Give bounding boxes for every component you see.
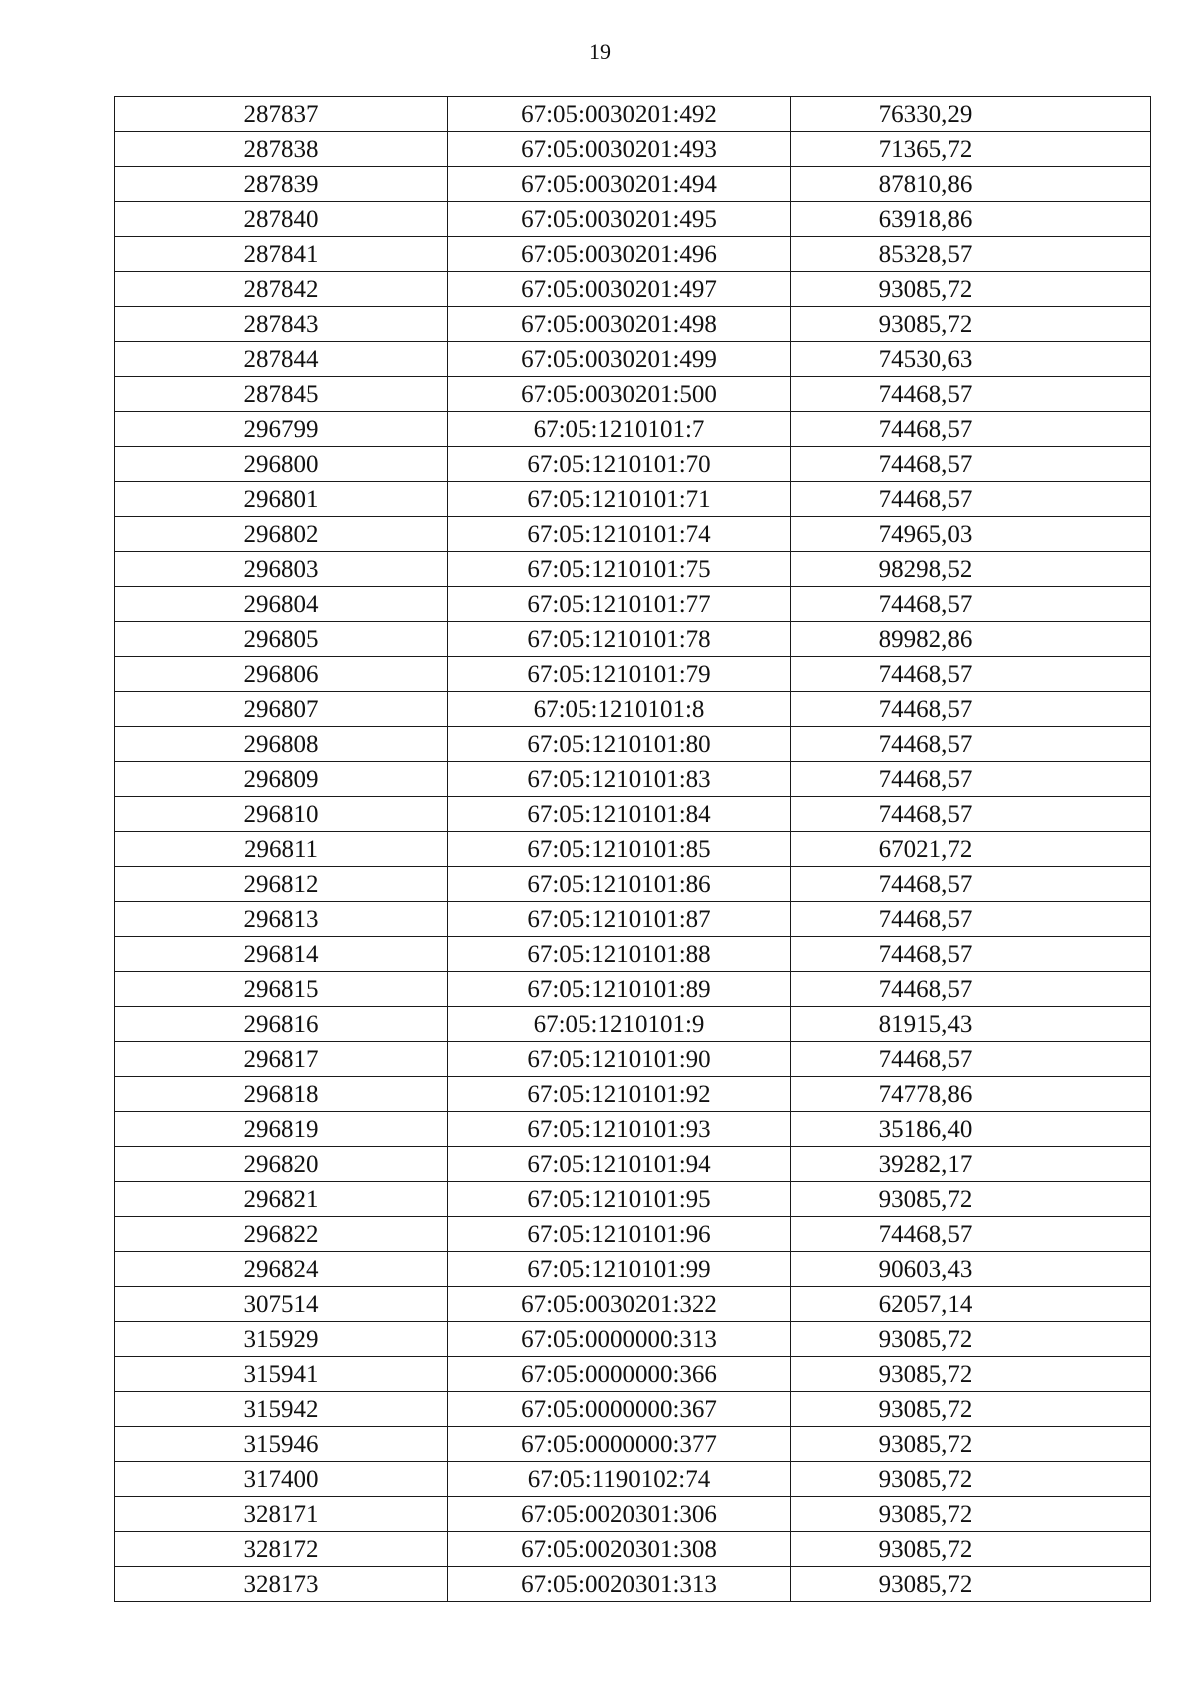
cadastral-number-cell: 67:05:1210101:77 [448, 587, 791, 622]
table-row [115, 412, 1151, 447]
record-number-cell: 296824 [115, 1252, 448, 1287]
value-cell: 98298,52 [791, 552, 1151, 587]
record-number-cell: 315942 [115, 1392, 448, 1427]
table-row [115, 1112, 1151, 1147]
table-row [115, 657, 1151, 692]
value-cell: 67021,72 [791, 832, 1151, 867]
table-row [115, 1357, 1151, 1392]
table-row [115, 552, 1151, 587]
cadastral-number-cell: 67:05:0030201:493 [448, 132, 791, 167]
record-number-cell: 287843 [115, 307, 448, 342]
value-cell: 74468,57 [791, 937, 1151, 972]
table-row [115, 1077, 1151, 1112]
table-row [115, 1007, 1151, 1042]
value-cell: 71365,72 [791, 132, 1151, 167]
value-cell: 74468,57 [791, 587, 1151, 622]
record-number-cell: 328171 [115, 1497, 448, 1532]
value-cell: 93085,72 [791, 1532, 1151, 1567]
value-cell: 74778,86 [791, 1077, 1151, 1112]
table-row [115, 1427, 1151, 1462]
record-number-cell: 296802 [115, 517, 448, 552]
value-cell: 76330,29 [791, 97, 1151, 132]
table-row [115, 342, 1151, 377]
cadastral-number-cell: 67:05:0030201:496 [448, 237, 791, 272]
table-row [115, 587, 1151, 622]
cadastral-number-cell: 67:05:0000000:366 [448, 1357, 791, 1392]
value-cell: 93085,72 [791, 1427, 1151, 1462]
record-number-cell: 296819 [115, 1112, 448, 1147]
record-number-cell: 296814 [115, 937, 448, 972]
cadastral-number-cell: 67:05:1210101:75 [448, 552, 791, 587]
cadastral-number-cell: 67:05:1210101:86 [448, 867, 791, 902]
cadastral-number-cell: 67:05:1210101:70 [448, 447, 791, 482]
cadastral-number-cell: 67:05:1210101:79 [448, 657, 791, 692]
value-cell: 90603,43 [791, 1252, 1151, 1287]
table-row [115, 482, 1151, 517]
cadastral-number-cell: 67:05:0020301:306 [448, 1497, 791, 1532]
cadastral-number-cell: 67:05:0020301:313 [448, 1567, 791, 1602]
record-number-cell: 296799 [115, 412, 448, 447]
table-row [115, 1217, 1151, 1252]
record-number-cell: 296810 [115, 797, 448, 832]
table-row [115, 1392, 1151, 1427]
value-cell: 89982,86 [791, 622, 1151, 657]
table-row [115, 167, 1151, 202]
table-row [115, 1182, 1151, 1217]
table-row [115, 377, 1151, 412]
value-cell: 93085,72 [791, 1462, 1151, 1497]
record-number-cell: 328173 [115, 1567, 448, 1602]
record-number-cell: 287837 [115, 97, 448, 132]
record-number-cell: 296812 [115, 867, 448, 902]
value-cell: 74468,57 [791, 902, 1151, 937]
cadastral-number-cell: 67:05:0000000:377 [448, 1427, 791, 1462]
page-number: 19 [589, 39, 611, 64]
cadastral-number-cell: 67:05:1210101:71 [448, 482, 791, 517]
record-number-cell: 315929 [115, 1322, 448, 1357]
value-cell: 63918,86 [791, 202, 1151, 237]
value-cell: 35186,40 [791, 1112, 1151, 1147]
cadastral-number-cell: 67:05:1210101:92 [448, 1077, 791, 1112]
record-number-cell: 296820 [115, 1147, 448, 1182]
value-cell: 74468,57 [791, 1217, 1151, 1252]
value-cell: 74468,57 [791, 692, 1151, 727]
record-number-cell: 296808 [115, 727, 448, 762]
value-cell: 74530,63 [791, 342, 1151, 377]
table-row [115, 97, 1151, 132]
record-number-cell: 287840 [115, 202, 448, 237]
table-row [115, 237, 1151, 272]
table-row [115, 1567, 1151, 1602]
cadastral-number-cell: 67:05:1210101:89 [448, 972, 791, 1007]
value-cell: 93085,72 [791, 272, 1151, 307]
record-number-cell: 307514 [115, 1287, 448, 1322]
value-cell: 74468,57 [791, 482, 1151, 517]
table-body [115, 97, 1151, 1602]
cadastral-number-cell: 67:05:0030201:497 [448, 272, 791, 307]
value-cell: 74468,57 [791, 412, 1151, 447]
cadastral-number-cell: 67:05:0020301:308 [448, 1532, 791, 1567]
value-cell: 85328,57 [791, 237, 1151, 272]
cadastral-number-cell: 67:05:1210101:93 [448, 1112, 791, 1147]
value-cell: 39282,17 [791, 1147, 1151, 1182]
table-row [115, 1287, 1151, 1322]
table-row [115, 622, 1151, 657]
cadastral-number-cell: 67:05:0030201:498 [448, 307, 791, 342]
table-row [115, 272, 1151, 307]
cadastral-number-cell: 67:05:0030201:495 [448, 202, 791, 237]
cadastral-number-cell: 67:05:1210101:96 [448, 1217, 791, 1252]
value-cell: 81915,43 [791, 1007, 1151, 1042]
cadastral-number-cell: 67:05:1210101:9 [448, 1007, 791, 1042]
cadastral-number-cell: 67:05:1210101:90 [448, 1042, 791, 1077]
record-number-cell: 296811 [115, 832, 448, 867]
table-row [115, 972, 1151, 1007]
record-number-cell: 287845 [115, 377, 448, 412]
cadastral-number-cell: 67:05:1210101:85 [448, 832, 791, 867]
record-number-cell: 315946 [115, 1427, 448, 1462]
record-number-cell: 287839 [115, 167, 448, 202]
record-number-cell: 296809 [115, 762, 448, 797]
value-cell: 74468,57 [791, 447, 1151, 482]
cadastral-number-cell: 67:05:1210101:87 [448, 902, 791, 937]
cadastral-number-cell: 67:05:1210101:80 [448, 727, 791, 762]
table-row [115, 307, 1151, 342]
cadastral-number-cell: 67:05:1210101:84 [448, 797, 791, 832]
cadastral-number-cell: 67:05:1210101:99 [448, 1252, 791, 1287]
value-cell: 93085,72 [791, 1322, 1151, 1357]
record-number-cell: 296805 [115, 622, 448, 657]
value-cell: 93085,72 [791, 307, 1151, 342]
cadastral-number-cell: 67:05:0030201:322 [448, 1287, 791, 1322]
value-cell: 74468,57 [791, 377, 1151, 412]
value-cell: 62057,14 [791, 1287, 1151, 1322]
value-cell: 93085,72 [791, 1357, 1151, 1392]
record-number-cell: 296803 [115, 552, 448, 587]
table-row [115, 1252, 1151, 1287]
table-row [115, 902, 1151, 937]
record-number-cell: 296807 [115, 692, 448, 727]
table-row [115, 132, 1151, 167]
record-number-cell: 296822 [115, 1217, 448, 1252]
cadastral-number-cell: 67:05:1210101:88 [448, 937, 791, 972]
cadastral-number-cell: 67:05:1210101:7 [448, 412, 791, 447]
value-cell: 93085,72 [791, 1392, 1151, 1427]
cadastral-number-cell: 67:05:1210101:78 [448, 622, 791, 657]
value-cell: 74468,57 [791, 797, 1151, 832]
table-row [115, 447, 1151, 482]
record-number-cell: 296816 [115, 1007, 448, 1042]
cadastral-number-cell: 67:05:0000000:313 [448, 1322, 791, 1357]
table-row [115, 1147, 1151, 1182]
cadastral-number-cell: 67:05:0030201:500 [448, 377, 791, 412]
table-row [115, 1462, 1151, 1497]
table-row [115, 937, 1151, 972]
cadastral-number-cell: 67:05:1210101:8 [448, 692, 791, 727]
record-number-cell: 296806 [115, 657, 448, 692]
record-number-cell: 296800 [115, 447, 448, 482]
record-number-cell: 296821 [115, 1182, 448, 1217]
cadastral-number-cell: 67:05:0030201:499 [448, 342, 791, 377]
record-number-cell: 315941 [115, 1357, 448, 1392]
cadastral-number-cell: 67:05:0030201:492 [448, 97, 791, 132]
table-row [115, 202, 1151, 237]
table-row [115, 762, 1151, 797]
table-row [115, 1042, 1151, 1077]
table-row [115, 832, 1151, 867]
record-number-cell: 296801 [115, 482, 448, 517]
record-number-cell: 296815 [115, 972, 448, 1007]
cadastral-number-cell: 67:05:1210101:94 [448, 1147, 791, 1182]
record-number-cell: 296817 [115, 1042, 448, 1077]
data-table [114, 96, 1151, 1602]
table-row [115, 1322, 1151, 1357]
cadastral-number-cell: 67:05:1210101:83 [448, 762, 791, 797]
table-row [115, 1497, 1151, 1532]
cadastral-number-cell: 67:05:0000000:367 [448, 1392, 791, 1427]
value-cell: 87810,86 [791, 167, 1151, 202]
table-row [115, 797, 1151, 832]
record-number-cell: 287838 [115, 132, 448, 167]
table-row [115, 692, 1151, 727]
value-cell: 93085,72 [791, 1497, 1151, 1532]
value-cell: 74965,03 [791, 517, 1151, 552]
record-number-cell: 287844 [115, 342, 448, 377]
table-row [115, 727, 1151, 762]
value-cell: 74468,57 [791, 1042, 1151, 1077]
record-number-cell: 287842 [115, 272, 448, 307]
value-cell: 74468,57 [791, 762, 1151, 797]
record-number-cell: 296804 [115, 587, 448, 622]
value-cell: 74468,57 [791, 727, 1151, 762]
cadastral-number-cell: 67:05:0030201:494 [448, 167, 791, 202]
record-number-cell: 296813 [115, 902, 448, 937]
table-row [115, 517, 1151, 552]
record-number-cell: 287841 [115, 237, 448, 272]
table-row [115, 1532, 1151, 1567]
cadastral-number-cell: 67:05:1190102:74 [448, 1462, 791, 1497]
value-cell: 74468,57 [791, 867, 1151, 902]
record-number-cell: 296818 [115, 1077, 448, 1112]
value-cell: 74468,57 [791, 657, 1151, 692]
record-number-cell: 328172 [115, 1532, 448, 1567]
cadastral-number-cell: 67:05:1210101:74 [448, 517, 791, 552]
table-row [115, 867, 1151, 902]
cadastral-number-cell: 67:05:1210101:95 [448, 1182, 791, 1217]
value-cell: 93085,72 [791, 1567, 1151, 1602]
record-number-cell: 317400 [115, 1462, 448, 1497]
value-cell: 93085,72 [791, 1182, 1151, 1217]
value-cell: 74468,57 [791, 972, 1151, 1007]
